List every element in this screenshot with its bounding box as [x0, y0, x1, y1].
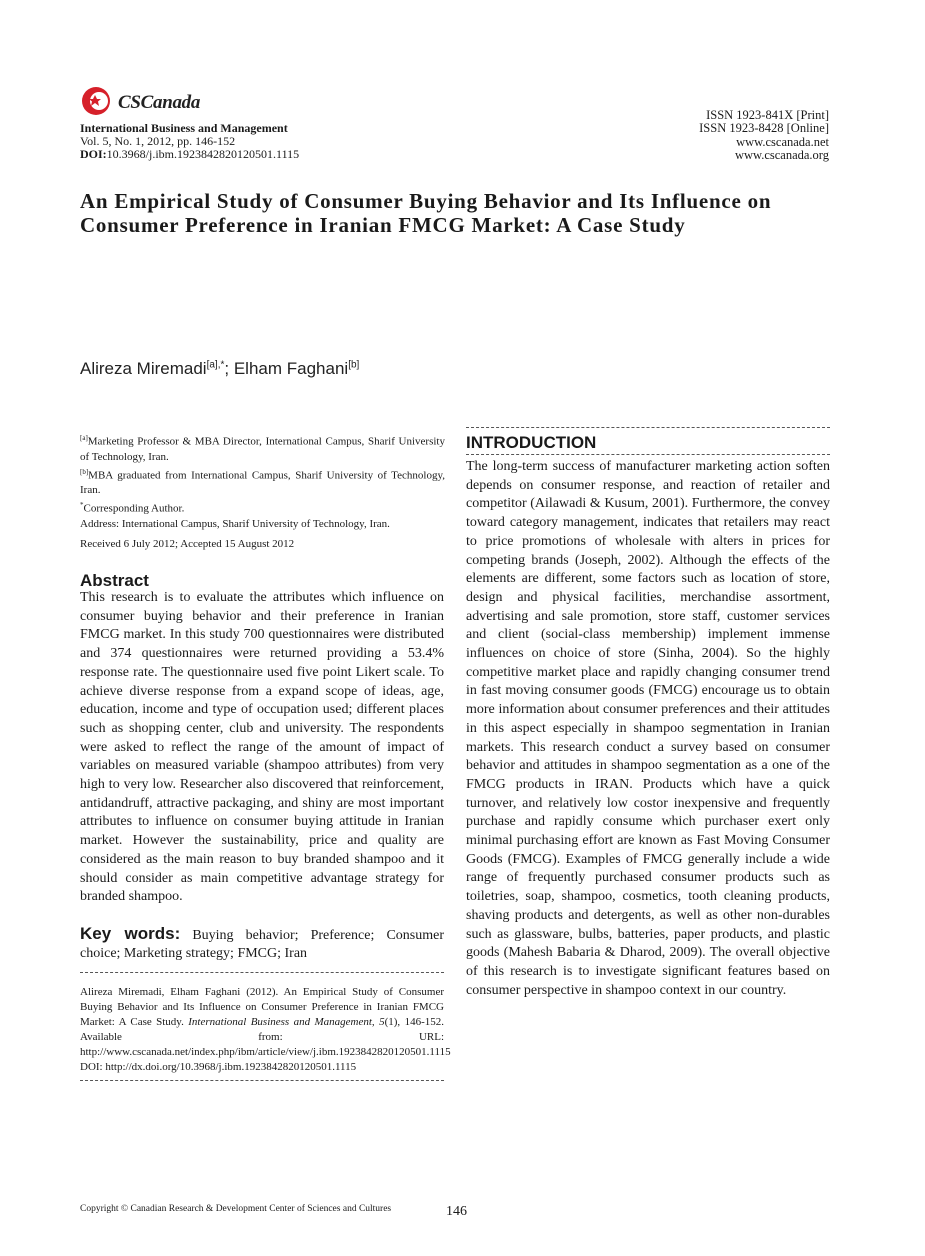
introduction-heading: INTRODUCTION: [466, 433, 597, 452]
affiliation-b: [80, 465, 445, 499]
affil-b-mark: [b]: [80, 467, 89, 476]
issn-print: ISSN 1923-841X [Print]: [706, 108, 829, 122]
citation-block: [80, 985, 451, 1075]
introduction-text: The long-term success of manufacturer marketing action soften depends on consumer response, and reaction of retailer and competitor (Ailawadi & Kusum, 2001). Furthermore, the convey toward category management, indicates that retailers may react to price promotions of wholesale with alters in prices for competing brands (Joseph, 2002). Although the effects of the elements are different, some factors such as location of store, design and physical facilities, merchandise assortment, advertising and sale promotion, store staff, customer services and client (social-class membership) implement immense influences on choice of store (Sinha, 2004). So the highly competitive market place and rapidly changing consumer trend in fast moving consumer goods (FMCG) encourage us to obtain more information about consumer preferences and their attitudes in this aspect especially in shampoo segmentation in Iranian markets. This research conduct a survey based on consumer behavior and attitudes in shampoo segmentation as a one of the FMCG products in IRAN. Products which have a quick turnover, and relatively low costor inexpensive and frequently purchase and rapidly consume which purchaser exert only minimal purchasing effort are known as Fast Moving Consumer Goods (FMCG). Examples of FMCG generally include a wide range of frequently purchased consumer products such as toiletries, soap, shampoo, cosmetics, tooth cleaning products, shaving products and detergents, as well as other non-durables such as glassware, bulbs, batteries, paper products, and plastic goods (Mahesh Babaria & Dharod, 2009). The overall objective of this research is to investigate significant features based on consumer perspective in shampoo context in our country.: [466, 459, 830, 998]
keywords-label: Key words:: [80, 924, 181, 943]
corresponding-author: [80, 498, 445, 517]
citation-part-1: Alireza Miremadi, Elham Faghani (2012). An Empirical Study of Consumer Buying Behavior and Its Influence on Consumer Preference in Iranian FMCG Market: A Case Study.: [80, 986, 444, 1028]
page-number: 146: [446, 1204, 467, 1219]
intro-divider-top: [466, 427, 830, 428]
website-link-org[interactable]: www.cscanada.org: [734, 148, 829, 163]
introduction-body: [466, 458, 830, 1000]
issn-block: [699, 109, 829, 163]
citation-divider-bottom: [80, 1080, 444, 1081]
author-2: Elham Faghani: [233, 359, 349, 378]
abstract-body: [80, 589, 444, 907]
doi-line: [80, 148, 299, 161]
intro-divider-bottom: [466, 454, 830, 455]
issn-online: ISSN 1923-8428 [Online]: [699, 121, 829, 136]
volume-info: Vol. 5, No. 1, 2012, pp. 146-152: [80, 134, 236, 148]
citation-doi[interactable]: DOI: http://dx.doi.org/10.3968/j.ibm.1923842820120501.1115: [80, 1061, 357, 1073]
corr-mark: *: [80, 501, 84, 510]
title-line-1: An Empirical Study of Consumer Buying Behavior and Its Influence on: [80, 189, 772, 213]
citation-divider-top: [80, 972, 444, 973]
abstract-heading: Abstract: [80, 571, 149, 590]
address: Address: International Campus, Sharif University of Technology, Iran.: [80, 517, 390, 530]
affil-b-text: MBA graduated from International Campus, Sharif University of Technology, Iran.: [80, 469, 445, 497]
keywords-text: Buying behavior; Preference; Consumer choice; Marketing strategy; FMCG; Iran: [80, 928, 444, 961]
cscanada-logo-icon: [80, 86, 114, 116]
affil-a-mark: [a]: [80, 434, 88, 442]
author-list: [80, 359, 359, 379]
author-separator: ;: [224, 359, 234, 378]
title-line-2: Consumer Preference in Iranian FMCG Market: A Case Study: [80, 213, 686, 237]
article-title: [80, 189, 840, 237]
publisher-logo: [80, 86, 280, 116]
citation-text: [80, 985, 451, 1060]
journal-name: International Business and Management: [80, 121, 288, 135]
citation-part-2[interactable]: (1), 146-152. Available from: URL: http://www.cscanada.net/index.php/ibm/article/view/j.ibm.1923842820120501.1115: [80, 1016, 451, 1058]
publisher-name: CSCanada: [118, 92, 201, 113]
copyright-notice: Copyright © Canadian Research & Development Center of Sciences and Cultures: [80, 1204, 392, 1214]
citation-journal: International Business and Management, 5: [188, 1016, 385, 1028]
author-2-affil: [b]: [348, 359, 360, 371]
affil-a-text: Marketing Professor & MBA Director, International Campus, Sharif University of Technology, Iran.: [80, 435, 445, 463]
affiliations: [80, 431, 445, 532]
received-dates: Received 6 July 2012; Accepted 15 August 2012: [80, 538, 295, 550]
author-1: Alireza Miremadi: [80, 359, 207, 378]
doi-label: DOI:: [80, 147, 107, 161]
affiliation-a: [80, 431, 445, 465]
author-1-affil: [a],*: [206, 359, 225, 371]
website-link-net[interactable]: www.cscanada.net: [736, 134, 829, 149]
abstract-text: This research is to evaluate the attributes which influence on consumer buying behavior and their preference in Iranian FMCG market. In this study 700 questionnaires were distributed and 374 questionnaires were returned providing a 53.4% response rate. The questionnaire used five point Likert scale. To achieve diverse response from a expand scope of ideas, age, education, income and type of occupation used; different places such as shopping center, club and university. The respondents were asked to reflect the range of the amount of impact of variables on measured variable (shampoo attributes) from very high to very low. Researcher also discovered that reinforcement, antidandruff, attractive packaging, and shiny are most important attributes to influence on consumer buying attitude in Iranian market. However the sustainability, price and quality are considered as the main reason to buy branded shampoo and it should consider as main competitive advantage strategy for branded shampoo.: [80, 590, 444, 905]
journal-info: [80, 122, 299, 161]
keywords: [80, 925, 444, 963]
corr-text: Corresponding Author.: [83, 502, 185, 515]
doi-value[interactable]: 10.3968/j.ibm.1923842820120501.1115: [106, 147, 300, 161]
